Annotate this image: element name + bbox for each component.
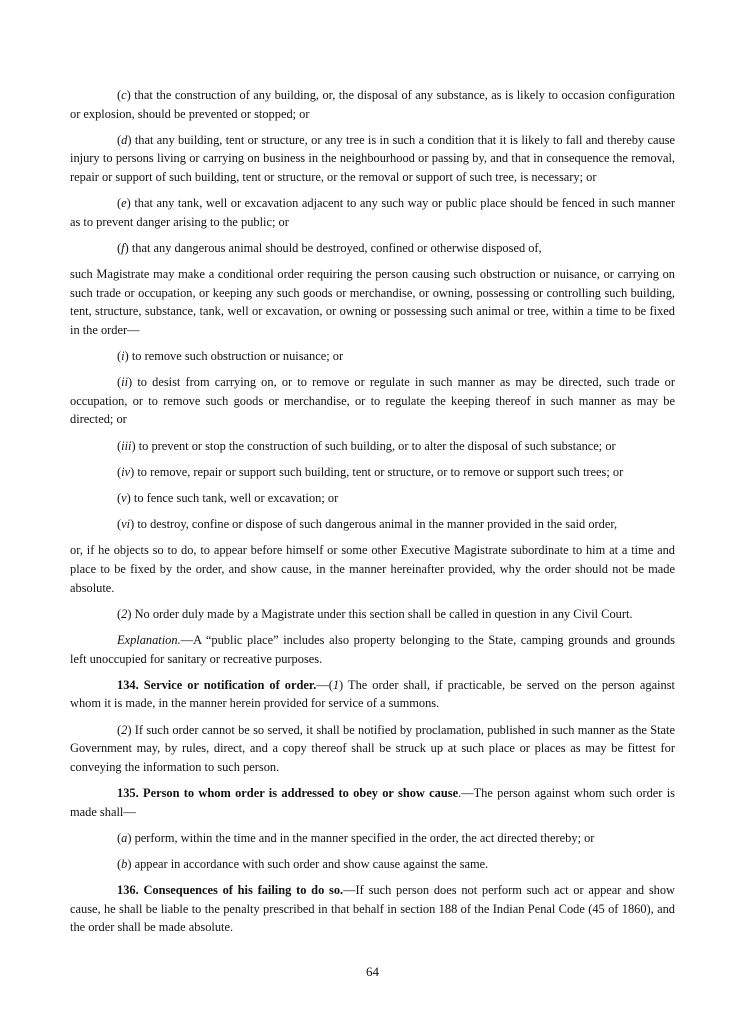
show-cause-paragraph: or, if he objects so to do, to appear before himself or some other Executive Magistrate subordinate to him at a time and place to be fixed by the order, and show cause, in the manner hereinafter provided, why the order should not be made absolute. [70, 543, 675, 595]
sub-clause-text: to destroy, confine or dispose of such dangerous animal in the manner provided in the said order, [137, 517, 618, 532]
sub-clause-ii: (ii) to desist from carrying on, or to remove or regulate in such manner as may be directed, such trade or occupation, or to remove such goods or merchandise, or to regulate the keeping thereof in such manner as may be directed; or [70, 375, 675, 427]
section-text: The order shall, if practicable, be served on the person against whom it is made, in the manner herein provided for service of a summons. [70, 677, 675, 711]
section-text: .—The person against whom such order is made shall— [70, 785, 675, 819]
explanation-paragraph [70, 631, 675, 668]
sub-section-marker: 2 [121, 606, 128, 621]
sub-section-text: No order duly made by a Magistrate under this section shall be called in question in any Civil Court. [134, 606, 633, 621]
sub-clause-marker: vi [121, 517, 131, 532]
conditional-order-paragraph: such Magistrate may make a conditional order requiring the person causing such obstruction or nuisance, or carrying on such trade or occupation, or keeping any such goods or merchandise, or owning, possessing or controlling such building, tent, structure, substance, tank, well or excavation, or owning or possessing such animal or tree, within a time to be fixed in the order— [70, 267, 675, 337]
section-134: 134. Service or notification of order.—(1) The order shall, if practicable, be served on the person against whom it is made, in the manner herein provided for service of a summons. [70, 677, 675, 711]
clause-f: (f) that any dangerous animal should be destroyed, confined or otherwise disposed of, [117, 240, 542, 255]
sub-clause-marker: v [121, 491, 127, 506]
clause-marker: a [121, 830, 128, 845]
clause-marker: f [121, 240, 125, 255]
clause-c: (c) that the construction of any building, or, the disposal of any substance, as is likely to occasion configuration or explosion, should be prevented or stopped; or [70, 88, 675, 121]
clause-e: (e) that any tank, well or excavation adjacent to any such way or public place should be fenced in such manner as to prevent danger arising to the public; or [70, 196, 675, 229]
section-heading: 136. Consequences of his failing to do so. [117, 883, 344, 898]
sub-clause-text: to remove, repair or support such building, tent or structure, or to remove or support such trees; or [137, 464, 624, 479]
sub-clause-v: (v) to fence such tank, well or excavation; or [117, 491, 339, 506]
sub-clause-iv: (iv) to remove, repair or support such building, tent or structure, or to remove or support such trees; or [117, 464, 624, 479]
section-heading: 134. Service or notification of order. [117, 677, 317, 692]
sub-clause-marker: iv [121, 464, 131, 479]
section-text: —If such person does not perform such act or appear and show cause, he shall be liable to the penalty prescribed in that behalf in section 188 of the Indian Penal Code (45 of 1860), and the order shall be made absolute. [70, 883, 675, 935]
sub-section-marker: 2 [121, 722, 128, 737]
section-heading: 135. Person to whom order is addressed to obey or show cause [117, 785, 459, 800]
sub-clause-marker: iii [121, 438, 132, 453]
section-136 [70, 881, 675, 937]
clause-marker: b [121, 856, 128, 871]
section-135-clause-b: (b) appear in accordance with such order and show cause against the same. [117, 856, 489, 871]
clause-marker: e [121, 196, 127, 211]
sub-clause-vi: (vi) to destroy, confine or dispose of such dangerous animal in the manner provided in the said order, [117, 517, 618, 532]
clause-marker: d [121, 132, 128, 147]
clause-text: that the construction of any building, or, the disposal of any substance, as is likely to occasion configuration or explosion, should be prevented or stopped; or [70, 88, 675, 121]
sub-clause-text: to remove such obstruction or nuisance; or [131, 349, 344, 364]
clause-marker: c [121, 88, 127, 102]
sub-clause-i: (i) to remove such obstruction or nuisance; or [117, 349, 344, 364]
clause-text: appear in accordance with such order and show cause against the same. [134, 856, 489, 871]
explanation-label: Explanation. [117, 632, 181, 647]
clause-d: (d) that any building, tent or structure, or any tree is in such a condition that it is likely to fall and thereby cause injury to persons living or carrying on business in the neighbourhood or passing by, and that in consequence the removal, repair or support of such building, tent or structure, or the removal or support of such tree, is necessary; or [70, 132, 675, 184]
section-135 [70, 784, 675, 821]
section-135-clause-a: (a) perform, within the time and in the manner specified in the order, the act directed thereby; or [117, 830, 595, 845]
clause-text: that any dangerous animal should be destroyed, confined or otherwise disposed of, [131, 240, 542, 255]
explanation-text: —A “public place” includes also property belonging to the State, camping grounds and grounds left unoccupied for sanitary or recreative purposes. [70, 632, 675, 666]
section-134-sub-2: (2) If such order cannot be so served, it shall be notified by proclamation, published in such manner as the State Government may, by rules, direct, and a copy thereof shall be struck up at such place or places as may be fittest for conveying the information to such person. [70, 722, 675, 774]
section-dash: — [316, 677, 329, 692]
sub-clause-iii: (iii) to prevent or stop the construction of such building, or to alter the disposal of such substance; or [117, 438, 616, 453]
sub-clause-marker: ii [121, 375, 129, 390]
sub-clause-text: to fence such tank, well or excavation; or [133, 491, 339, 506]
sub-section-marker: 1 [332, 677, 340, 692]
clause-text: that any tank, well or excavation adjacent to any such way or public place should be fenced in such manner as to prevent danger arising to the public; or [70, 196, 675, 229]
sub-section-2: (2) No order duly made by a Magistrate under this section shall be called in question in any Civil Court. [117, 606, 633, 621]
sub-section-text: If such order cannot be so served, it shall be notified by proclamation, published in such manner as the State Government may, by rules, direct, and a copy thereof shall be struck up at such place or places as may be fittest for conveying the information to such person. [70, 722, 675, 774]
page-number: 64 [366, 964, 379, 979]
clause-text: perform, within the time and in the manner specified in the order, the act directed thereby; or [134, 830, 595, 845]
document-page [70, 86, 675, 944]
clause-text: that any building, tent or structure, or any tree is in such a condition that it is likely to fall and thereby cause injury to persons living or carrying on business in the neighbourhood or passing by, and that in consequence the removal, repair or support of such building, tent or structure, or the removal or support of such tree, is necessary; or [70, 132, 675, 184]
sub-clause-text: to desist from carrying on, or to remove or regulate in such manner as may be directed, such trade or occupation, or to remove such goods or merchandise, or to regulate the keeping thereof in such manner as may be directed; or [70, 375, 675, 427]
sub-clause-marker: i [121, 349, 125, 364]
sub-clause-text: to prevent or stop the construction of such building, or to alter the disposal of such substance; or [138, 438, 616, 453]
